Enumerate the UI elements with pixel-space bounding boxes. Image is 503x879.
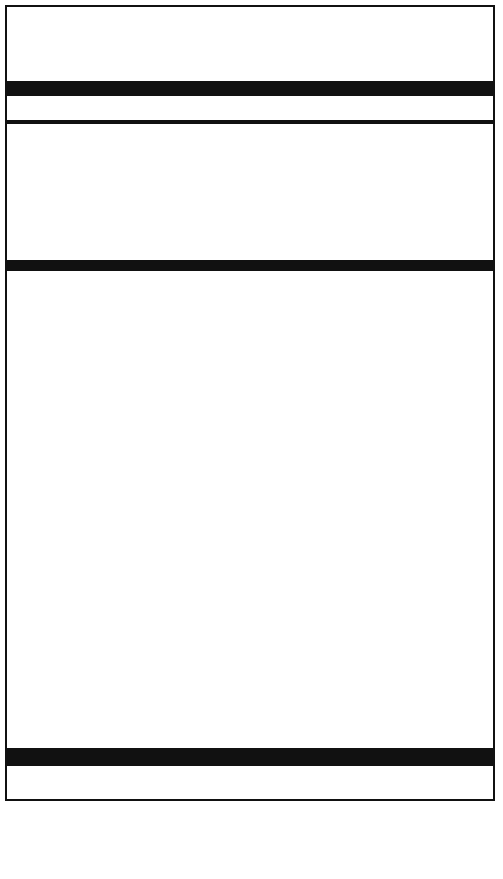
thick-divider [7, 748, 493, 766]
medium-divider [7, 120, 493, 124]
thick-divider [7, 260, 493, 271]
supplement-facts-panel [5, 5, 495, 801]
thick-divider [7, 81, 493, 96]
